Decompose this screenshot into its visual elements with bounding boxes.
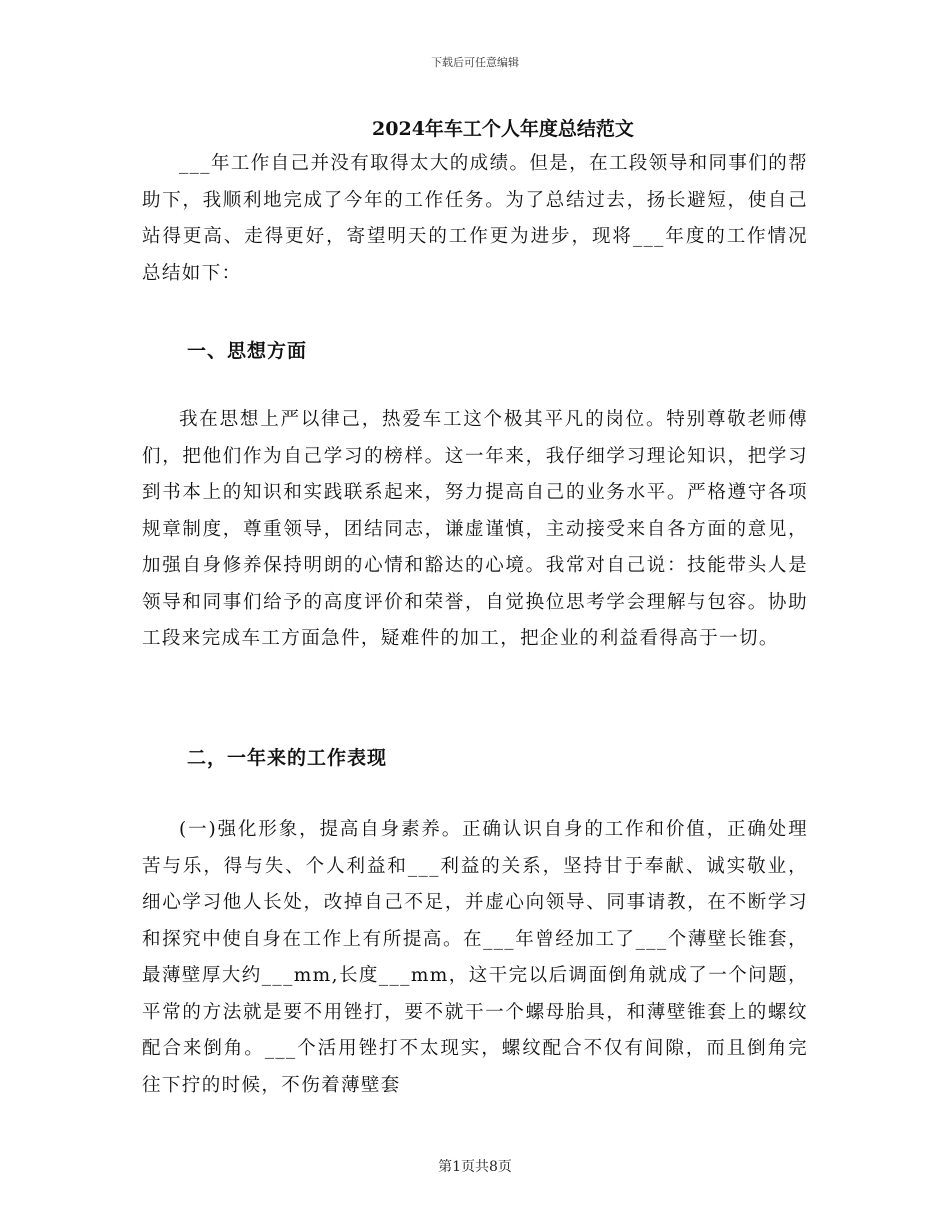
header-note: 下载后可任意编辑: [431, 56, 519, 69]
section-2-heading: 二，一年来的工作表现: [187, 747, 388, 769]
section-2-body: (一)强化形象，提高自身素养。正确认识自身的工作和价值，正确处理苦与乐，得与失、个人利益和___利益的关系，坚持甘于奉献、诚实敬业，细心学习他人长处，改掉自己不足，并虚心向领导、同事请教，在不断学习和探究中使自身在工作上有所提高。在___年曾经加工了___个薄壁长锥套，最薄壁厚大约___mm,长度___mm，这干完以后调面倒角就成了一个问题，平常的方法就是要不用锉打，要不就干一个螺母胎具，和薄壁锥套上的螺纹配合来倒角。___个活用锉打不太现实，螺纹配合不仅有间隙，而且倒角完往下拧的时候，不伤着薄壁套: [142, 819, 808, 1096]
section-1-heading: 一、思想方面: [187, 340, 308, 362]
intro-paragraph: ___年工作自己并没有取得太大的成绩。但是，在工段领导和同事们的帮助下，我顺利地完成了今年的工作任务。为了总结过去，扬长避短，使自己站得更高、走得更好，寄望明天的工作更为进步，现将___年度的工作情况总结如下：: [142, 153, 808, 284]
section-1-body: 我在思想上严以律己，热爱车工这个极其平凡的岗位。特别尊敬老师傅们，把他们作为自己学习的榜样。这一年来，我仔细学习理论知识，把学习到书本上的知识和实践联系起来，努力提高自己的业务水平。严格遵守各项规章制度，尊重领导，团结同志，谦虚谨慎，主动接受来自各方面的意见，加强自身修养保持明朗的心情和豁达的心境。我常对自己说：技能带头人是领导和同事们给予的高度评价和荣誉，自觉换位思考学会理解与包容。协助工段来完成车工方面急件，疑难件的加工，把企业的利益看得高于一切。: [142, 409, 808, 649]
document-title: 2024年车工个人年度总结范文: [372, 118, 634, 140]
page-number-footer: 第1页共8页: [438, 1159, 512, 1175]
